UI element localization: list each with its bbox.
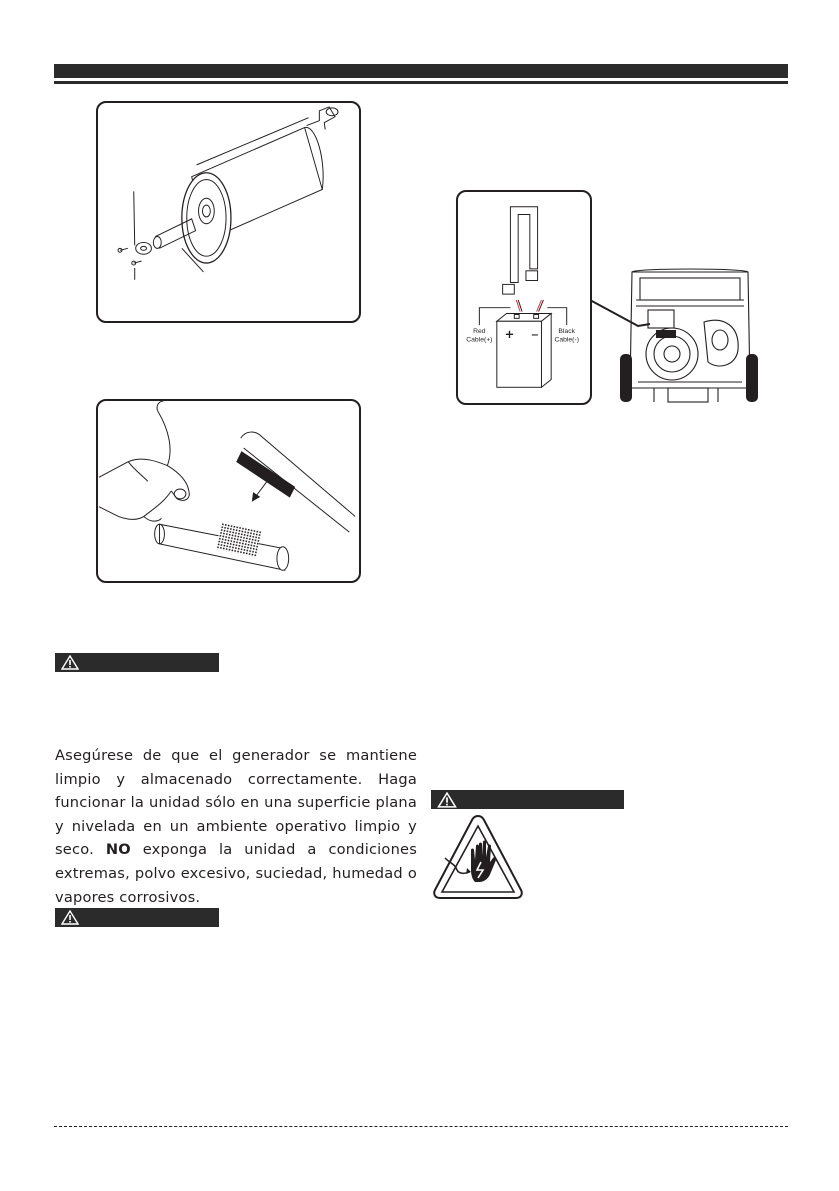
warning-bar-bottom bbox=[55, 908, 219, 927]
storage-text-part2: exponga la unidad a condiciones extremas, polvo excesivo, suciedad, humedad o vapores corrosivos. bbox=[55, 841, 417, 906]
minus-sign: − bbox=[530, 329, 539, 341]
electric-shock-hazard-icon bbox=[431, 812, 525, 902]
warning-triangle-icon bbox=[61, 910, 79, 925]
footer-dashed-rule bbox=[54, 1126, 788, 1127]
black-cable-label-line2: Cable(-) bbox=[554, 336, 579, 344]
black-cable-label-line1: Black bbox=[558, 327, 576, 335]
battery-connection-panel bbox=[456, 190, 592, 405]
storage-paragraph bbox=[55, 744, 417, 909]
red-cable-label-line1: Red bbox=[473, 327, 486, 335]
brush-cleaning-drawing bbox=[98, 401, 359, 581]
spark-arrester-cleaning-panel bbox=[96, 399, 361, 583]
muffler-drawing bbox=[98, 103, 359, 321]
header-underline bbox=[54, 81, 788, 84]
header-bar bbox=[54, 64, 788, 78]
warning-bar-right bbox=[431, 790, 624, 809]
storage-text-bold: NO bbox=[105, 841, 131, 859]
warning-triangle-icon bbox=[61, 655, 79, 670]
generator-drawing bbox=[618, 266, 762, 410]
plus-sign: + bbox=[504, 326, 515, 341]
warning-triangle-icon bbox=[437, 792, 457, 808]
storage-text-part1: Asegúrese de que el generador se mantiene limpio y almacenado correctamente. Haga funcionar la unidad sólo en una superficie plana y nivelada en un ambiente operativo limpio y seco. bbox=[55, 747, 417, 859]
red-cable-label-line2: Cable(+) bbox=[466, 336, 493, 344]
warning-bar-top bbox=[55, 653, 219, 672]
battery-diagram bbox=[458, 192, 590, 403]
muffler-illustration-panel bbox=[96, 101, 361, 323]
